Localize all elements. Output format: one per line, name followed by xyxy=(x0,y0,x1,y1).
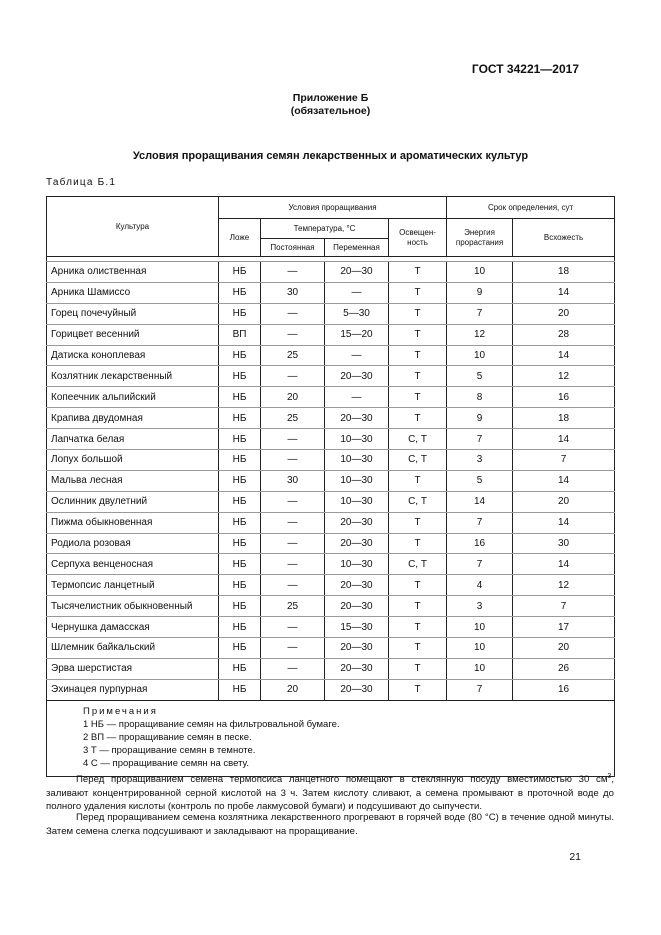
cell-energy: 7 xyxy=(447,554,513,575)
cell-bed: НБ xyxy=(219,429,261,450)
cell-energy: 9 xyxy=(447,408,513,429)
cell-germination: 28 xyxy=(513,324,615,345)
cell-energy: 10 xyxy=(447,658,513,679)
cell-lighting: Т xyxy=(389,262,447,283)
col-header-variable: Переменная xyxy=(325,239,389,257)
cell-lighting: С, Т xyxy=(389,429,447,450)
cell-bed: НБ xyxy=(219,282,261,303)
cell-temp-constant: 25 xyxy=(261,345,325,366)
cell-germination: 20 xyxy=(513,303,615,324)
cell-temp-variable: — xyxy=(325,387,389,408)
cell-lighting: С, Т xyxy=(389,450,447,471)
cell-lighting: Т xyxy=(389,408,447,429)
cell-energy: 10 xyxy=(447,617,513,638)
cell-germination: 20 xyxy=(513,491,615,512)
cell-energy: 9 xyxy=(447,282,513,303)
note-item: 3 Т — проращивание семян в темноте. xyxy=(83,744,256,756)
cell-germination: 7 xyxy=(513,596,615,617)
note-item: 4 С — проращивание семян на свету. xyxy=(83,757,249,769)
table-body xyxy=(47,257,615,701)
cell-temp-constant: — xyxy=(261,617,325,638)
cell-energy: 10 xyxy=(447,345,513,366)
cell-bed: НБ xyxy=(219,679,261,700)
cell-lighting: С, Т xyxy=(389,554,447,575)
superscript: 3 xyxy=(607,773,612,780)
cell-culture: Мальва лесная xyxy=(47,470,219,491)
cell-temp-constant: — xyxy=(261,512,325,533)
cell-temp-constant: — xyxy=(261,554,325,575)
cell-lighting: Т xyxy=(389,387,447,408)
cell-germination: 12 xyxy=(513,366,615,387)
col-header-constant: Постоянная xyxy=(261,239,325,257)
cell-temp-variable: 20—30 xyxy=(325,533,389,554)
cell-lighting: Т xyxy=(389,303,447,324)
cell-temp-variable: 10—30 xyxy=(325,470,389,491)
cell-lighting: Т xyxy=(389,345,447,366)
cell-temp-constant: 20 xyxy=(261,679,325,700)
cell-culture: Горицвет весенний xyxy=(47,324,219,345)
table-row xyxy=(47,679,615,700)
cell-temp-constant: 25 xyxy=(261,408,325,429)
document-code: ГОСТ 34221—2017 xyxy=(471,62,579,76)
page-number: 21 xyxy=(569,851,581,863)
lighting-line-1: Освещен- xyxy=(399,227,436,237)
cell-germination: 16 xyxy=(513,387,615,408)
cell-culture: Арника Шамиссо xyxy=(47,282,219,303)
cell-energy: 7 xyxy=(447,429,513,450)
cell-bed: НБ xyxy=(219,408,261,429)
cell-lighting: Т xyxy=(389,470,447,491)
cell-culture: Горец почечуйный xyxy=(47,303,219,324)
cell-lighting: Т xyxy=(389,533,447,554)
cell-germination: 18 xyxy=(513,408,615,429)
cell-energy: 5 xyxy=(447,366,513,387)
cell-temp-constant: 20 xyxy=(261,387,325,408)
cell-temp-constant: — xyxy=(261,533,325,554)
cell-germination: 14 xyxy=(513,282,615,303)
cell-temp-variable: 20—30 xyxy=(325,408,389,429)
cell-germination: 14 xyxy=(513,345,615,366)
cell-temp-variable: 10—30 xyxy=(325,491,389,512)
col-header-lighting xyxy=(389,219,447,257)
cell-germination: 18 xyxy=(513,262,615,283)
table-row xyxy=(47,387,615,408)
note-item: 1 НБ — проращивание семян на фильтровальной бумаге. xyxy=(83,718,340,730)
cell-bed: НБ xyxy=(219,575,261,596)
cell-lighting: Т xyxy=(389,658,447,679)
cell-lighting: Т xyxy=(389,638,447,659)
germination-table xyxy=(46,196,615,777)
lighting-line-2: ность xyxy=(407,237,428,247)
col-header-term: Срок определения, сут xyxy=(447,197,615,219)
cell-temp-variable: 10—30 xyxy=(325,450,389,471)
table-row xyxy=(47,262,615,283)
cell-temp-variable: 20—30 xyxy=(325,262,389,283)
cell-lighting: Т xyxy=(389,679,447,700)
cell-bed: НБ xyxy=(219,491,261,512)
annex-heading xyxy=(0,92,661,118)
cell-germination: 12 xyxy=(513,575,615,596)
cell-germination: 20 xyxy=(513,638,615,659)
cell-lighting: Т xyxy=(389,512,447,533)
table-row xyxy=(47,512,615,533)
cell-bed: НБ xyxy=(219,345,261,366)
cell-bed: НБ xyxy=(219,554,261,575)
cell-lighting: С, Т xyxy=(389,491,447,512)
cell-culture: Крапива двудомная xyxy=(47,408,219,429)
section-title: Условия проращивания семян лекарственных и ароматических культур xyxy=(132,150,529,162)
cell-culture: Лапчатка белая xyxy=(47,429,219,450)
cell-germination: 7 xyxy=(513,450,615,471)
cell-bed: НБ xyxy=(219,387,261,408)
cell-energy: 12 xyxy=(447,324,513,345)
cell-bed: НБ xyxy=(219,262,261,283)
table-row xyxy=(47,617,615,638)
cell-culture: Термопсис ланцетный xyxy=(47,575,219,596)
cell-energy: 3 xyxy=(447,450,513,471)
table-row xyxy=(47,450,615,471)
cell-culture: Пижма обыкновенная xyxy=(47,512,219,533)
cell-energy: 3 xyxy=(447,596,513,617)
cell-temp-variable: — xyxy=(325,282,389,303)
note-item: 2 ВП — проращивание семян в песке. xyxy=(83,731,252,743)
col-header-conditions: Условия проращивания xyxy=(219,197,447,219)
table-row xyxy=(47,303,615,324)
cell-temp-variable: 10—30 xyxy=(325,554,389,575)
cell-germination: 14 xyxy=(513,429,615,450)
cell-lighting: Т xyxy=(389,596,447,617)
cell-germination: 26 xyxy=(513,658,615,679)
cell-temp-constant: 30 xyxy=(261,282,325,303)
table-row xyxy=(47,345,615,366)
cell-culture: Арника олиственная xyxy=(47,262,219,283)
cell-culture: Ослинник двулетний xyxy=(47,491,219,512)
table-row xyxy=(47,638,615,659)
paragraph-thermopsis xyxy=(46,770,614,814)
cell-culture: Чернушка дамасская xyxy=(47,617,219,638)
cell-energy: 5 xyxy=(447,470,513,491)
cell-lighting: Т xyxy=(389,324,447,345)
cell-energy: 7 xyxy=(447,679,513,700)
annex-status: (обязательное) xyxy=(290,105,371,117)
cell-temp-variable: 20—30 xyxy=(325,638,389,659)
table-row xyxy=(47,658,615,679)
col-header-bed: Ложе xyxy=(219,219,261,257)
cell-lighting: Т xyxy=(389,617,447,638)
cell-energy: 14 xyxy=(447,491,513,512)
energy-line-2: прорастания xyxy=(455,237,504,247)
cell-germination: 17 xyxy=(513,617,615,638)
cell-temp-constant: — xyxy=(261,658,325,679)
table-row xyxy=(47,324,615,345)
cell-temp-constant: — xyxy=(261,262,325,283)
cell-bed: НБ xyxy=(219,596,261,617)
cell-bed: ВП xyxy=(219,324,261,345)
cell-bed: НБ xyxy=(219,512,261,533)
cell-temp-constant: — xyxy=(261,324,325,345)
cell-germination: 14 xyxy=(513,554,615,575)
cell-temp-variable: 15—20 xyxy=(325,324,389,345)
cell-temp-variable: 15—30 xyxy=(325,617,389,638)
paragraph-thermopsis-part1: Перед проращиванием семена термопсиса ланцетного помещают в стеклянную посуду вместимостью 30 см xyxy=(76,774,608,786)
cell-lighting: Т xyxy=(389,575,447,596)
table-row xyxy=(47,596,615,617)
cell-bed: НБ xyxy=(219,638,261,659)
col-header-germination: Всхожесть xyxy=(513,219,615,257)
cell-culture: Датиска коноплевая xyxy=(47,345,219,366)
table-row xyxy=(47,429,615,450)
cell-bed: НБ xyxy=(219,617,261,638)
cell-culture: Лопух большой xyxy=(47,450,219,471)
cell-bed: НБ xyxy=(219,533,261,554)
table-row xyxy=(47,533,615,554)
paragraph-galega: Перед проращиванием семена козлятника лекарственного прогревают в горячей воде (80 °С) в течение одной минуты. Затем семена слегка подсушивают и закладывают на проращивание. xyxy=(46,812,614,837)
cell-temp-variable: 20—30 xyxy=(325,575,389,596)
cell-temp-constant: — xyxy=(261,303,325,324)
table-row xyxy=(47,366,615,387)
cell-temp-constant: — xyxy=(261,366,325,387)
cell-culture: Родиола розовая xyxy=(47,533,219,554)
cell-bed: НБ xyxy=(219,470,261,491)
cell-temp-variable: 20—30 xyxy=(325,679,389,700)
cell-bed: НБ xyxy=(219,658,261,679)
cell-temp-constant: — xyxy=(261,575,325,596)
cell-culture: Копеечник альпийский xyxy=(47,387,219,408)
cell-temp-constant: — xyxy=(261,450,325,471)
cell-temp-variable: 10—30 xyxy=(325,429,389,450)
cell-temp-constant: 30 xyxy=(261,470,325,491)
col-header-temperature: Температура, °С xyxy=(261,219,389,239)
cell-temp-constant: — xyxy=(261,429,325,450)
cell-temp-variable: 20—30 xyxy=(325,512,389,533)
cell-temp-variable: 20—30 xyxy=(325,658,389,679)
cell-culture: Эхинацея пурпурная xyxy=(47,679,219,700)
cell-culture: Тысячелистник обыкновенный xyxy=(47,596,219,617)
cell-temp-variable: — xyxy=(325,345,389,366)
table-row xyxy=(47,470,615,491)
cell-bed: НБ xyxy=(219,450,261,471)
col-header-energy xyxy=(447,219,513,257)
cell-germination: 14 xyxy=(513,470,615,491)
cell-temp-constant: — xyxy=(261,491,325,512)
cell-energy: 7 xyxy=(447,512,513,533)
energy-line-1: Энергия xyxy=(464,227,495,237)
cell-germination: 30 xyxy=(513,533,615,554)
table-row xyxy=(47,554,615,575)
cell-temp-variable: 5—30 xyxy=(325,303,389,324)
cell-culture: Шлемник байкальский xyxy=(47,638,219,659)
cell-temp-constant: — xyxy=(261,638,325,659)
cell-energy: 16 xyxy=(447,533,513,554)
cell-germination: 14 xyxy=(513,512,615,533)
table-row xyxy=(47,575,615,596)
col-header-culture: Культура xyxy=(47,197,219,257)
table-row xyxy=(47,491,615,512)
cell-energy: 10 xyxy=(447,638,513,659)
paragraph-thermopsis-part2: , заливают концентрированной серной кислотой на 3 ч. Затем кислоту сливают, а семена промывают в проточной воде до полного удаления кислоты (контроль по пробе лакмусовой бумаги) и подсушивают до сыпучести. xyxy=(46,774,614,813)
cell-culture: Эрва шерстистая xyxy=(47,658,219,679)
cell-energy: 4 xyxy=(447,575,513,596)
cell-lighting: Т xyxy=(389,366,447,387)
table-notes xyxy=(47,700,615,776)
cell-energy: 7 xyxy=(447,303,513,324)
cell-temp-variable: 20—30 xyxy=(325,596,389,617)
table-row xyxy=(47,408,615,429)
cell-temp-constant: 25 xyxy=(261,596,325,617)
cell-energy: 8 xyxy=(447,387,513,408)
cell-energy: 10 xyxy=(447,262,513,283)
cell-culture: Козлятник лекарственный xyxy=(47,366,219,387)
cell-culture: Серпуха венценосная xyxy=(47,554,219,575)
notes-title: Примечания xyxy=(83,705,158,717)
annex-title: Приложение Б xyxy=(292,92,369,104)
cell-bed: НБ xyxy=(219,303,261,324)
table-label: Таблица Б.1 xyxy=(46,177,117,188)
cell-germination: 16 xyxy=(513,679,615,700)
cell-temp-variable: 20—30 xyxy=(325,366,389,387)
table-row xyxy=(47,282,615,303)
cell-bed: НБ xyxy=(219,366,261,387)
cell-lighting: Т xyxy=(389,282,447,303)
